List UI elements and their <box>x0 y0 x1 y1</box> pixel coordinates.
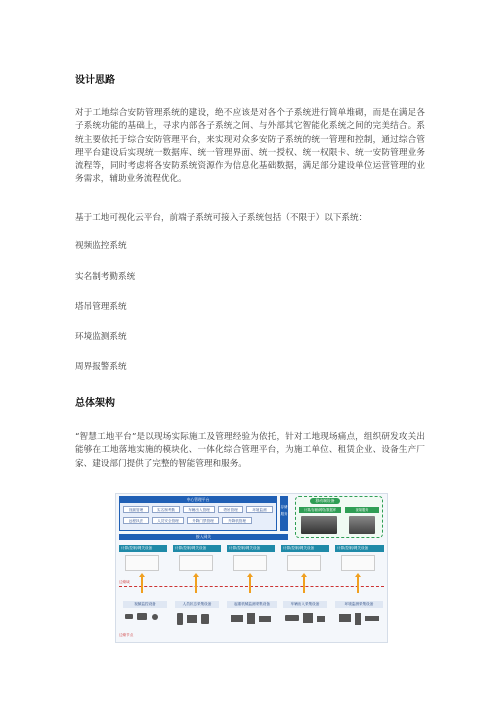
cloud-item-compute: 计算/存储/网络/数据库 <box>299 507 341 513</box>
subsystems-intro: 基于工地可视化云平台，前端子系统可接入子系统包括（不限于）以下系统： <box>75 213 368 223</box>
gateway-bar-4: 计算/控制/网关设备 <box>281 545 329 552</box>
cloud-title: 移动端设备 <box>310 498 340 504</box>
edge-node-label: 边缘节点 <box>119 633 134 637</box>
edge-device-icon <box>179 555 213 571</box>
access-gateway-bar: 接入网关 <box>119 534 288 540</box>
module-personnel: 人员安全管理 <box>152 517 184 524</box>
video-server-icon <box>349 516 375 534</box>
module-video: 视频管理 <box>123 506 149 513</box>
center-platform-title: 中心管理平台 <box>119 496 277 503</box>
device-group-personnel: 人员状态采集设备 <box>175 601 219 608</box>
module-tower: 塔吊管理 <box>218 506 243 513</box>
gateway-bar-1: 计算/控制/网关设备 <box>119 545 167 552</box>
devices-layer <box>115 610 388 630</box>
storage-side-label: 存储服务 <box>280 496 288 531</box>
section-title-architecture: 总体架构 <box>75 398 115 409</box>
module-attendance: 实名制考勤 <box>152 506 180 513</box>
device-group-video: 视频监控设备 <box>123 601 167 608</box>
design-paragraph: 对于工地综合安防管理系统的建设，绝不应该是对各个子系统进行简单堆砌，而是在满足各子系统功能的基础上，寻求内部各子系统之间、与外部其它智能化系统之间的完美结合。系统主要依托于综合安防管理平台，来实现对众多安防子系统的统一管理和控制，通过综合管理平台建设后实现统一数据库、统一管理界面、统一授权、统一权限卡、统一安防管理业务流程等，同时考虑将各安防系统资源作为信息化基础数据，满足部分建设单位运营管理的业务需求，辅助业务流程优化。 <box>75 108 425 185</box>
edge-device-icon <box>233 555 267 571</box>
device-group-env: 环境监测采集设备 <box>335 601 383 608</box>
arrows-layer <box>115 571 388 599</box>
architecture-diagram <box>115 493 388 643</box>
cloud-item-video: 视频服务 <box>345 507 379 513</box>
edge-device-icon <box>125 555 159 571</box>
server-rack-icon <box>301 516 337 534</box>
edge-domain-label: 边缘域 <box>119 580 130 584</box>
architecture-paragraph: “智慧工地平台”是以现场实际施工及管理经验为依托，针对工地现场痛点，组织研发攻关出能够在工地落地实施的模块化、一体化综合管理平台，为施工单位、租赁企业、设备生产厂家、建设部门提供了完整的智能管理和服务。 <box>75 432 425 469</box>
list-item-attendance: 实名制考勤系统 <box>75 272 136 282</box>
list-item-environment: 环境监测系统 <box>75 332 127 342</box>
module-env: 环境监测 <box>246 506 273 513</box>
device-group-crane: 起重机械监测采集设备 <box>227 601 277 608</box>
edge-device-icon <box>287 555 321 571</box>
edge-device-icon <box>341 555 375 571</box>
list-item-video: 视频监控系统 <box>75 241 127 251</box>
gateway-bar-2: 计算/控制/网关设备 <box>173 545 221 552</box>
gateway-bar-3: 计算/控制/网关设备 <box>227 545 275 552</box>
list-item-perimeter: 周界报警系统 <box>75 362 127 372</box>
gateway-bar-5: 计算/控制/网关设备 <box>335 545 384 552</box>
list-item-tower-crane: 塔吊管理系统 <box>75 302 127 312</box>
module-gate: 升降门禁管理 <box>187 517 219 524</box>
module-vehicle: 车辆出入管理 <box>183 506 215 513</box>
module-remote: 远程执法 <box>123 517 149 524</box>
module-elevator: 升降机管理 <box>222 517 252 524</box>
device-group-vehicle: 车辆出入采集设备 <box>283 601 327 608</box>
section-title-design: 设计思路 <box>75 75 115 86</box>
